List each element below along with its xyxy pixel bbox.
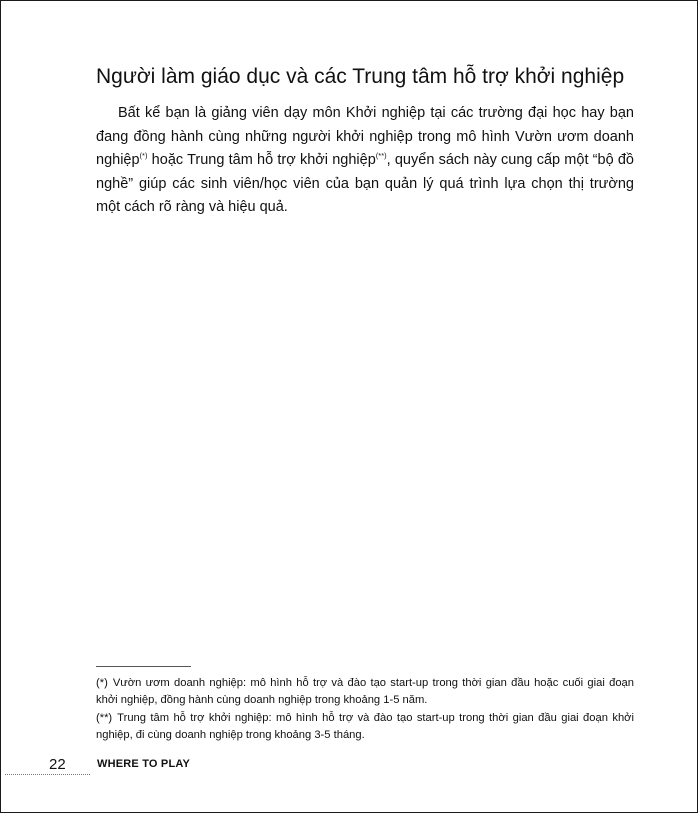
paragraph-text-part-1: Bất kể bạn là giảng viên dạy môn Khởi nghiệp tại các trường đại học hay bạn đang đồng hành cùng những người khởi nghiệp trong mô hình Vườn ươm doanh nghiệp xyxy=(96,105,634,168)
footnotes xyxy=(96,675,634,745)
paragraph-text-part-3: , quyển sách này cung cấp một “bộ đồ nghề” giúp các sinh viên/học viên của bạn quản lý quá trình lựa chọn thị trường một cách rõ ràng và hiệu quả. xyxy=(96,152,634,215)
footnote-reference-1: (*) xyxy=(139,151,148,160)
footnote-divider xyxy=(96,666,191,667)
footnote-reference-2: (**) xyxy=(375,151,387,160)
footnote-text: Trung tâm hỗ trợ khởi nghiệp: mô hình hỗ trợ và đào tạo start-up trong thời gian đầu giai đoạn khởi nghiệp, đi cùng doanh nghiệp trong khoảng 3-5 tháng. xyxy=(96,712,634,741)
section-heading: Người làm giáo dục và các Trung tâm hỗ trợ khởi nghiệp xyxy=(96,65,625,88)
footer-dotted-rule xyxy=(5,774,90,775)
footnote-marker: (**) xyxy=(96,712,113,724)
body-paragraph xyxy=(96,102,634,220)
footnote-text: Vườn ươm doanh nghiệp: mô hình hỗ trợ và đào tạo start-up trong thời gian đầu hoặc cuối giai đoạn khởi nghiệp, đồng hành cùng doanh nghiệp trong khoảng 1-5 năm. xyxy=(96,677,634,706)
footnote-marker: (*) xyxy=(96,677,108,689)
running-title: WHERE TO PLAY xyxy=(97,758,191,770)
page-number: 22 xyxy=(49,756,66,773)
paragraph-text-part-2: hoặc Trung tâm hỗ trợ khởi nghiệp xyxy=(147,152,376,168)
footnote-2 xyxy=(96,710,634,743)
footnote-1 xyxy=(96,675,634,708)
